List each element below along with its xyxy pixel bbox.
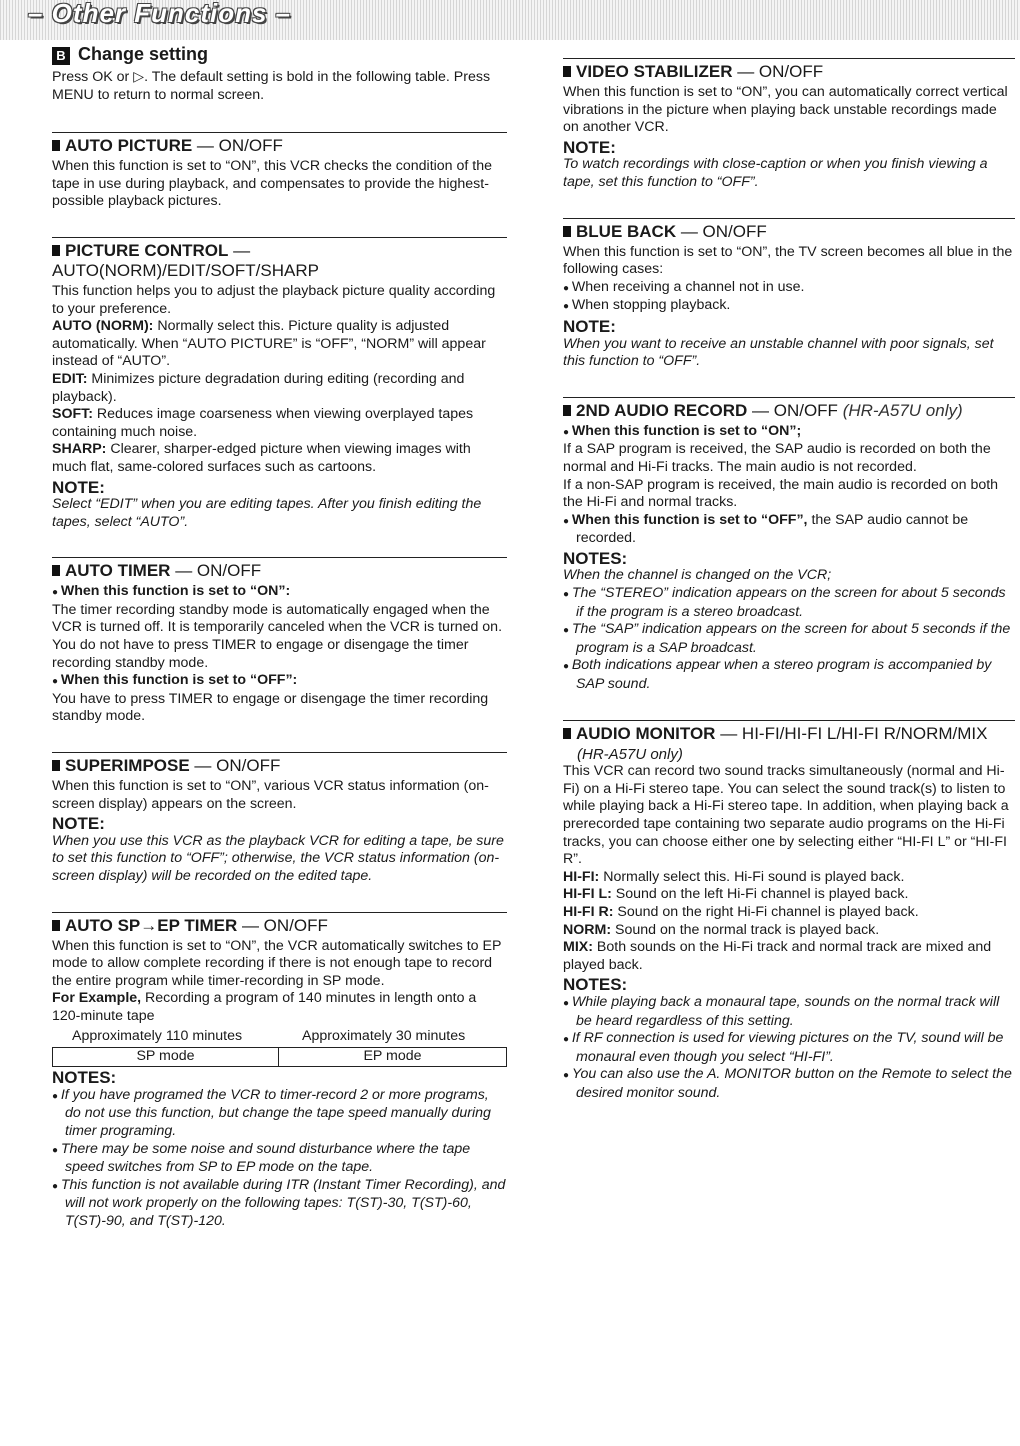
auto-timer-heading: AUTO TIMER — ON/OFF [52,557,507,581]
video-stabilizer-body: When this function is set to “ON”, you can automatically correct vertical vibrations in the picture when playing back unstable recordings made on another VCR. [563,84,1008,136]
audio-monitor-item: HI-FI L: Sound on the left Hi-Fi channel is played back. [563,886,909,903]
notes-heading: NOTES: [52,1068,117,1088]
auto-picture-heading: AUTO PICTURE — ON/OFF [52,132,507,156]
audio-monitor-heading: AUDIO MONITOR — HI-FI/HI-FI L/HI-FI R/NORM/MIX [563,720,1015,744]
left-column [52,46,507,1257]
auto-sp-ep-body: When this function is set to “ON”, the VCR automatically switches to EP mode to allow complete recording if there is not enough tape to record the entire program while timer-recording in SP mode. [52,937,502,989]
second-audio-on-body: If a non-SAP program is received, the main audio is recorded on both the Hi-Fi and normal tracks. [563,476,999,511]
second-audio-notes-intro: When the channel is changed on the VCR; [563,567,832,584]
ep-time-label: Approximately 30 minutes [302,1027,466,1044]
picture-control-note: Select “EDIT” when you are editing tapes. After you finish editing the tapes, select “AUTO”. [52,496,482,530]
bullet-square-icon [52,245,60,256]
superimpose-heading: SUPERIMPOSE — ON/OFF [52,752,507,776]
auto-sp-ep-note: ● This function is not available during ITR (Instant Timer Recording), and will not work properly on the following tapes: T(ST)-30, T(ST)-60, T(ST)-90, and T(ST)-120. [52,1177,507,1231]
note-heading: NOTE: [52,477,105,497]
second-audio-section [563,397,1015,694]
second-audio-on-body: If a SAP program is received, the SAP audio is recorded on both the normal and Hi-Fi tracks. The main audio is not recorded. [563,441,991,475]
auto-timer-on-body: The timer recording standby mode is automatically engaged when the VCR is turned off. It is temporarily canceled when the VCR is turned on. You do not have to press TIMER to engage or disengage the timer recording standby mode. [52,601,503,671]
note-heading: NOTE: [52,814,105,834]
bullet-square-icon [563,405,571,416]
superimpose-section [52,752,507,886]
banner-title: – Other Functions – [28,0,292,28]
picture-control-section [52,237,507,531]
picture-control-item: EDIT: Minimizes picture degradation during editing (recording and playback). [52,370,465,405]
superimpose-body: When this function is set to “ON”, various VCR status information (on-screen display) appears on the screen. [52,778,489,812]
video-stabilizer-section [563,58,1015,192]
auto-sp-ep-heading: AUTO SP→EP TIMER — ON/OFF [52,912,507,936]
auto-sp-ep-note: ● There may be some noise and sound disturbance where the tape speed switches from SP to EP mode on the tape. [52,1141,507,1177]
blue-back-bullet: ● When stopping playback. [563,297,1015,316]
page-banner [0,0,1020,40]
audio-monitor-item: MIX: Both sounds on the Hi-Fi track and normal track are mixed and played back. [563,939,992,973]
second-audio-heading: 2ND AUDIO RECORD — ON/OFF (HR-A57U only) [563,397,1015,421]
second-audio-note: ● The “SAP” indication appears on the screen for about 5 seconds if the program is a SAP broadcast. [563,621,1015,657]
video-stabilizer-heading: VIDEO STABILIZER — ON/OFF [563,58,1015,82]
auto-picture-body: When this function is set to “ON”, this VCR checks the condition of the tape in use during playback, and compensates to provide the highest-possible playback pictures. [52,158,493,210]
bullet-square-icon [52,920,60,931]
audio-monitor-note: ● If RF connection is used for viewing pictures on the TV, sound will be monaural even though you select “HI-FI”. [563,1030,1015,1066]
auto-timer-on-heading: ● When this function is set to “ON”: [52,583,507,602]
auto-sp-ep-note: ● If you have programed the VCR to timer-record 2 or more programs, do not use this function, but change the tape speed manually during timer programing. [52,1087,507,1141]
note-heading: NOTE: [563,137,616,157]
auto-picture-section [52,132,507,211]
blue-back-note: When you want to receive an unstable channel with poor signals, set this function to “OFF”. [563,335,994,370]
step-badge: B [52,47,70,65]
bullet-square-icon [563,728,571,739]
blue-back-bullet: ● When receiving a channel not in use. [563,279,1015,298]
audio-monitor-item: NORM: Sound on the normal track is played back. [563,921,880,938]
bullet-square-icon [563,66,571,77]
auto-timer-off-body: You have to press TIMER to engage or disengage the timer recording standby mode. [52,690,489,725]
picture-control-body: This function helps you to adjust the playback picture quality according to your preference. [52,282,496,317]
audio-monitor-note: ● You can also use the A. MONITOR button on the Remote to select the desired monitor sound. [563,1066,1015,1102]
picture-control-item: AUTO (NORM): Normally select this. Picture quality is adjusted automatically. When “AUTO PICTURE” is “OFF”, “NORM” will appear instead of “AUTO”. [52,318,486,370]
auto-sp-ep-example: For Example, Recording a program of 140 minutes in length onto a 120-minute tape [52,990,477,1024]
ep-mode-cell: EP mode [279,1048,507,1067]
blue-back-body: When this function is set to “ON”, the TV screen becomes all blue in the following cases: [563,243,1013,278]
audio-monitor-model-note: (HR-A57U only) [577,745,683,763]
blue-back-heading: BLUE BACK — ON/OFF [563,218,1015,242]
audio-monitor-note: ● While playing back a monaural tape, sounds on the normal track will be heard regardless of this setting. [563,994,1015,1030]
audio-monitor-item: HI-FI R: Sound on the right Hi-Fi channel is played back. [563,903,919,920]
auto-sp-ep-section [52,912,507,1231]
change-setting-intro: Press OK or ▷. The default setting is bold in the following table. Press MENU to return to normal screen. [52,69,491,103]
mode-table [52,1047,507,1067]
sp-time-label: Approximately 110 minutes [72,1027,243,1044]
notes-heading: NOTES: [563,548,628,568]
second-audio-off: ● When this function is set to “OFF”, the SAP audio cannot be recorded. [563,512,1015,548]
bullet-square-icon [52,565,60,576]
second-audio-note: ● The “STEREO” indication appears on the screen for about 5 seconds if the program is a stereo broadcast. [563,585,1015,621]
bullet-square-icon [52,760,60,771]
video-stabilizer-note: To watch recordings with close-caption or when you finish viewing a tape, set this function to “OFF”. [563,156,988,190]
change-setting-heading: B Change setting [52,46,507,65]
notes-heading: NOTES: [563,975,628,995]
second-audio-on-heading: ● When this function is set to “ON”; [563,423,1015,442]
note-heading: NOTE: [563,316,616,336]
mode-time-labels [52,1028,507,1046]
audio-monitor-section [563,720,1015,1103]
sp-mode-cell: SP mode [53,1048,279,1067]
picture-control-heading: PICTURE CONTROL — AUTO(NORM)/EDIT/SOFT/SHARP [52,237,507,281]
superimpose-note: When you use this VCR as the playback VCR for editing a tape, be sure to set this function to “OFF”; otherwise, the VCR status information (on-screen display) will be recorded on the edited tape. [52,832,504,884]
auto-timer-off-heading: ● When this function is set to “OFF”: [52,672,507,691]
right-column [563,58,1015,1129]
bullet-square-icon [563,226,571,237]
bullet-square-icon [52,140,60,151]
picture-control-item: SOFT: Reduces image coarseness when viewing overplayed tapes containing much noise. [52,406,474,440]
auto-timer-section [52,557,507,726]
audio-monitor-body: This VCR can record two sound tracks simultaneously (normal and Hi-Fi) on a Hi-Fi stereo tape. You can select the sound track(s) to listen to while playing back a Hi-Fi stereo tape. In addition, when playing back a prerecorded tape containing two separate audio programs on the Hi-Fi tracks, you can choose either one by selecting either “HI-FI L” or “HI-FI R”. [563,763,1009,868]
audio-monitor-item: HI-FI: Normally select this. Hi-Fi sound is played back. [563,868,905,885]
picture-control-item: SHARP: Clearer, sharper-edged picture when viewing images with much flat, same-colored surfaces such as cartoons. [52,441,471,475]
change-setting-section [52,46,507,104]
second-audio-note: ● Both indications appear when a stereo program is accompanied by SAP sound. [563,657,1015,693]
blue-back-section [563,218,1015,371]
